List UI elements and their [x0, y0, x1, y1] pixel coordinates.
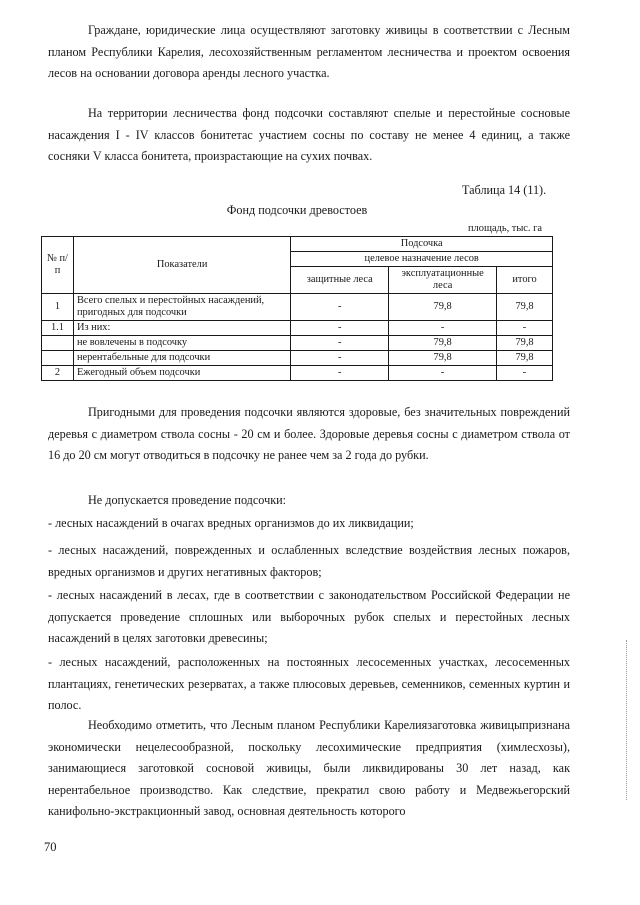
table-label: Таблица 14 (11). — [462, 183, 547, 197]
table-row — [42, 294, 553, 321]
row-protective: - — [291, 294, 389, 321]
row-num — [42, 351, 74, 366]
row-protective: - — [291, 351, 389, 366]
row-total: 79,8 — [497, 294, 553, 321]
row-name: Ежегодный объем подсочки — [73, 366, 290, 381]
paragraph-tapping-fund: На территории лесничества фонд подсочки составляют спелые и перестойные сосновые насаждения I - IV классов бонитетас участием сосны по составу не менее 4 единиц, а также сосняки V класса бонитета, произрастающие на сухих почвах. — [48, 106, 570, 163]
table-row — [42, 321, 553, 336]
header-exploitation: эксплуатационные леса — [389, 267, 497, 294]
header-num: № п/п — [42, 237, 74, 294]
row-exploitation: 79,8 — [389, 351, 497, 366]
row-name: не вовлечены в подсочку — [73, 336, 290, 351]
table-row — [42, 366, 553, 381]
list-item-restricted-forests: - лесных насаждений в лесах, где в соответствии с законодательством Российской Федерации не допускается проведение сплошных или выборочных рубок спелых и перестойных лесных насаждений в целях заготовки древесины; — [48, 588, 570, 645]
row-num: 1 — [42, 294, 74, 321]
scan-edge-mark — [626, 640, 628, 800]
list-item-seed-plots: - лесных насаждений, расположенных на постоянных лесосеменных участках, лесосеменных плантациях, генетических резерватах, а также плюсовых деревьев, семенников, семенных куртин и полос. — [48, 655, 570, 712]
table-row — [42, 351, 553, 366]
page-number: 70 — [44, 840, 57, 854]
row-name: Всего спелых и перестойных насаждений, пригодных для подсочки — [73, 294, 290, 321]
row-total: - — [497, 321, 553, 336]
row-total: - — [497, 366, 553, 381]
row-protective: - — [291, 336, 389, 351]
row-exploitation: 79,8 — [389, 336, 497, 351]
row-protective: - — [291, 366, 389, 381]
row-protective: - — [291, 321, 389, 336]
paragraph-harvesters: Граждане, юридические лица осуществляют заготовку живицы в соответствии с Лесным планом Республики Карелия, лесохозяйственным регламентом лесничества и проектом освоения лесов на основании договора аренды лесного участка. — [48, 23, 570, 80]
row-num: 1.1 — [42, 321, 74, 336]
row-num: 2 — [42, 366, 74, 381]
header-purpose: целевое назначение лесов — [291, 252, 553, 267]
header-tapping: Подсочка — [291, 237, 553, 252]
row-total: 79,8 — [497, 351, 553, 366]
row-exploitation: 79,8 — [389, 294, 497, 321]
row-total: 79,8 — [497, 336, 553, 351]
row-exploitation: - — [389, 321, 497, 336]
table-row — [42, 336, 553, 351]
table-unit: площадь, тыс. га — [468, 223, 542, 234]
tapping-fund-table — [41, 236, 553, 381]
row-num — [42, 336, 74, 351]
paragraph-prohibited-heading: Не допускается проведение подсочки: — [88, 493, 287, 507]
header-protective: защитные леса — [291, 267, 389, 294]
list-item-pests: - лесных насаждений в очагах вредных организмов до их ликвидации; — [48, 516, 414, 530]
paragraph-economics: Необходимо отметить, что Лесным планом Республики Карелиязаготовка живицыпризнана экономически нецелесообразной, поскольку лесохимические предприятия (химлесхозы), занимающиеся заготовкой сосновой живицы, были ликвидированы 30 лет назад, как нерентабельное производство. Как следствие, прекратил свою работу и Медвежьегорский канифольно-экстракционный завод, основная деятельность которого — [48, 718, 570, 818]
header-indicators: Показатели — [73, 237, 290, 294]
row-exploitation: - — [389, 366, 497, 381]
row-name: нерентабельные для подсочки — [73, 351, 290, 366]
paragraph-suitable-trees: Пригодными для проведения подсочки являются здоровые, без значительных повреждений деревья с диаметром ствола сосны - 20 см и более. Здоровые деревья сосны с диаметром ствола от 16 до 20 см могут отводиться в подсочку не ранее чем за 2 года до рубки. — [48, 405, 570, 462]
header-total: итого — [497, 267, 553, 294]
table-title: Фонд подсочки древостоев — [226, 203, 368, 217]
row-name: Из них: — [73, 321, 290, 336]
list-item-damaged: - лесных насаждений, поврежденных и ослабленных вследствие воздействия лесных пожаров, вредных организмов и других негативных факторов; — [48, 543, 570, 579]
